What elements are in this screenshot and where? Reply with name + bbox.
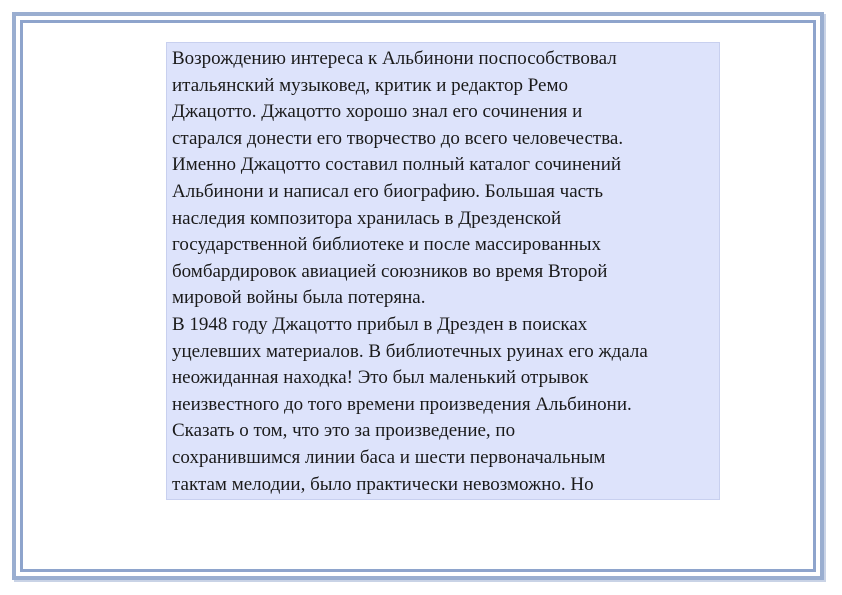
text-box[interactable]: [166, 42, 720, 500]
paragraph-1: Возрождению интереса к Альбинони поспособствовал итальянский музыковед, критик и редактор Ремо Джацотто. Джацотто хорошо знал его сочинения и старался донести его творчество до всего человечества. Именно Джацотто составил полный каталог сочинений Альбинони и написал его биографию. Большая часть наследия композитора хранилась в Дрезденской государственной библиотеке и после массированных бомбардировок авиацией союзников во время Второй мировой войны была потеряна.: [172, 48, 624, 309]
paragraph-2: В 1948 году Джацотто прибыл в Дрезден в поисках уцелевших материалов. В библиотечных руинах его ждала неожиданная находка! Это был маленький отрывок неизвестного до того времени произведения Альбинони. Сказать о том, что это за произведение, по сохранившимся линии баса и шести первоначальным тактам мелодии, было практически невозможно. Но: [172, 313, 648, 495]
